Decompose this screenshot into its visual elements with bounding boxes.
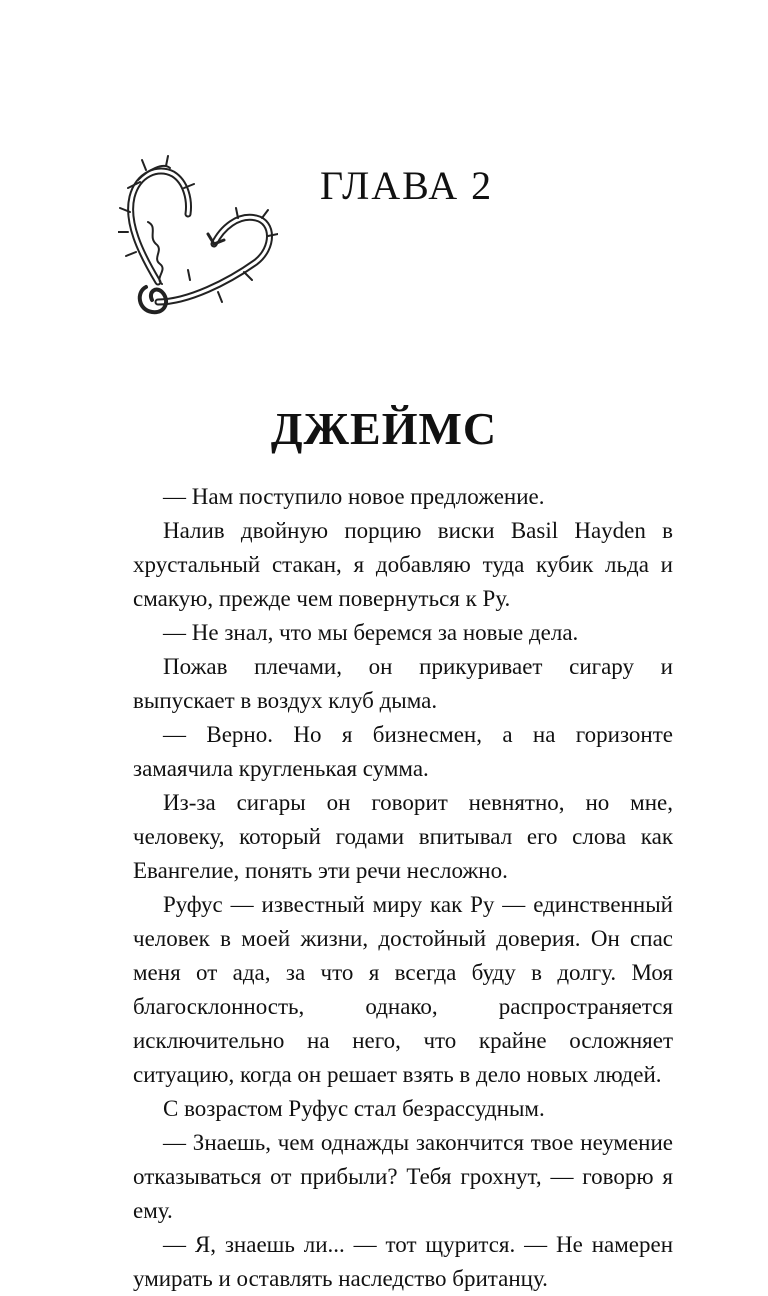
chapter-label: ГЛАВА 2 bbox=[320, 163, 494, 208]
paragraph: — Нам поступило новое предложение. bbox=[163, 484, 545, 509]
paragraph: Налив двойную порцию виски Basil Hayden в хрустальный стакан, я добавляю туда кубик льда и смакую, прежде чем повернуться к Ру. bbox=[133, 518, 673, 611]
paragraph: Пожав плечами, он прикуривает сигару и выпускает в воздух клуб дыма. bbox=[133, 654, 673, 713]
paragraph: — Знаешь, чем однажды закончится твое неумение отказываться от прибыли? Тебя грохнут, — говорю я ему. bbox=[133, 1130, 673, 1223]
body-text bbox=[133, 480, 673, 1296]
paragraph: С возрастом Руфус стал безрассудным. bbox=[163, 1096, 545, 1121]
chapter-title: ДЖЕЙМС bbox=[270, 403, 498, 454]
paragraph: — Верно. Но я бизнесмен, а на горизонте замаячила кругленькая сумма. bbox=[133, 722, 673, 781]
paragraph: Руфус — известный миру как Ру — единственный человек в моей жизни, достойный доверия. Он спас меня от ада, за что я всегда буду в долгу. Моя благосклонность, однако, распространяется исключительно на него, что крайне осложняет ситуацию, когда он решает взять в дело новых людей. bbox=[133, 892, 673, 1087]
paragraph: — Не знал, что мы беремся за новые дела. bbox=[163, 620, 579, 645]
paragraph: Из-за сигары он говорит невнятно, но мне, человеку, который годами впитывал его слова как Евангелие, понять эти речи несложно. bbox=[133, 790, 673, 883]
thorny-heart-fishhook-icon bbox=[118, 152, 278, 332]
paragraph: — Я, знаешь ли... — тот щурится. — Не намерен умирать и оставлять наследство британцу. bbox=[133, 1232, 673, 1291]
